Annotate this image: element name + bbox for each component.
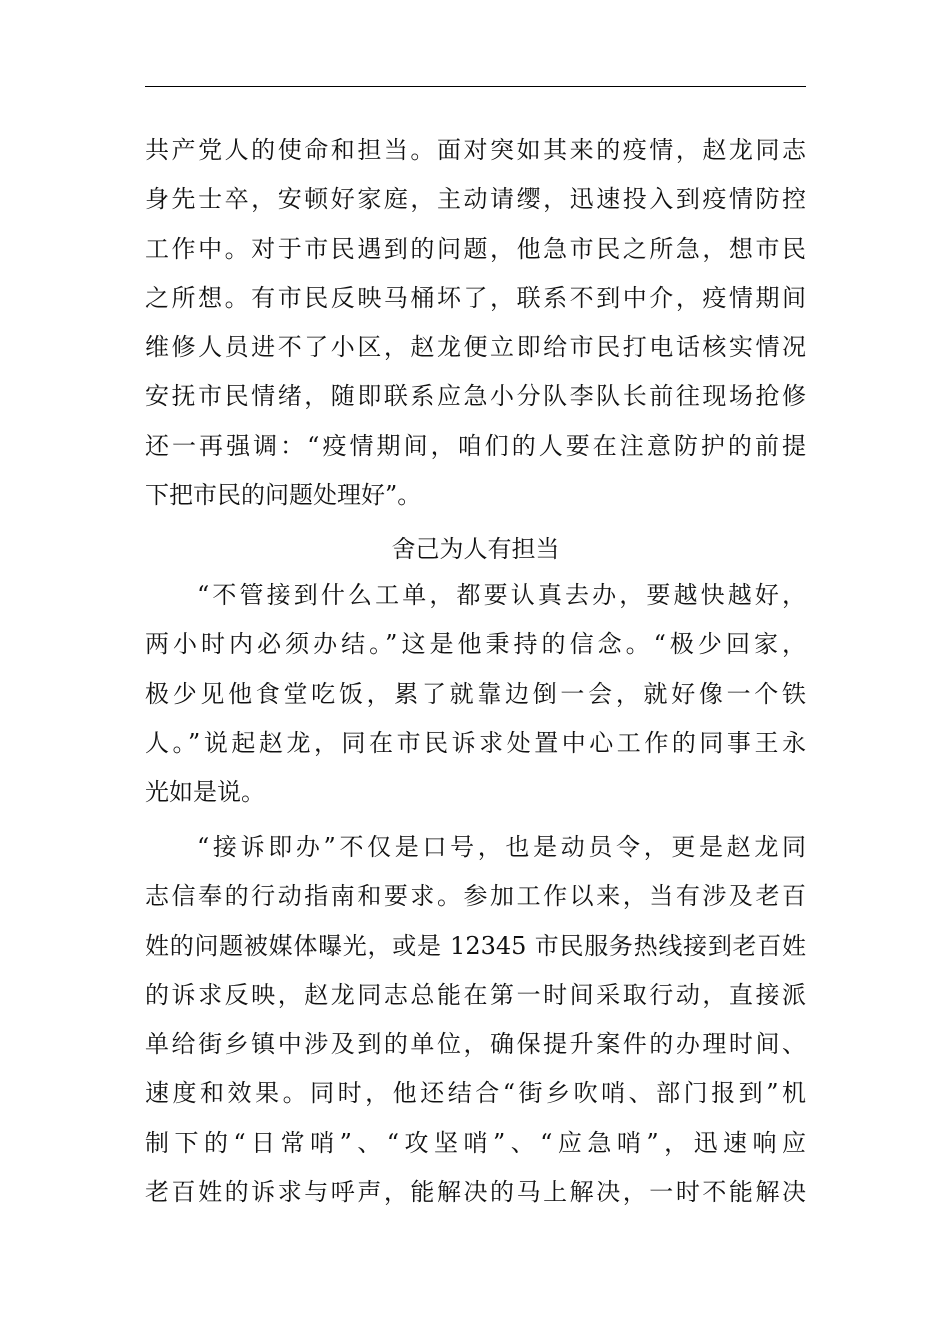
text-line: 工作中。对于市民遇到的问题，他急市民之所急，想市民 bbox=[145, 234, 806, 263]
text-line: 下把市民的问题处理好”。 bbox=[145, 481, 422, 510]
paragraph-1 bbox=[145, 126, 806, 520]
text-line: 老百姓的诉求与呼声，能解决的马上解决，一时不能解决 bbox=[145, 1178, 806, 1207]
text-line: 制下的“日常哨”、“攻坚哨”、“应急哨”，迅速响应 bbox=[145, 1128, 806, 1157]
text-line: 身先士卒，安顿好家庭，主动请缨，迅速投入到疫情防控 bbox=[145, 185, 806, 214]
text-line: 两小时内必须办结。”这是他秉持的信念。“极少回家， bbox=[145, 630, 806, 659]
text-line: 光如是说。 bbox=[145, 778, 265, 807]
text-line: 安抚市民情绪，随即联系应急小分队李队长前往现场抢修 bbox=[145, 382, 806, 411]
text-line: 姓的问题被媒体曝光，或是 12345 市民服务热线接到老百姓 bbox=[145, 931, 806, 960]
text-line: 还一再强调：“疫情期间，咱们的人要在注意防护的前提 bbox=[145, 431, 806, 460]
text-line: 极少见他食堂吃饭，累了就靠边倒一会，就好像一个铁 bbox=[145, 679, 806, 708]
text-line: 单给街乡镇中涉及到的单位，确保提升案件的办理时间、 bbox=[145, 1030, 806, 1059]
text-line: 速度和效果。同时，他还结合“街乡吹哨、部门报到”机 bbox=[145, 1079, 806, 1108]
text-line: 人。”说起赵龙，同在市民诉求处置中心工作的同事王永 bbox=[145, 728, 806, 757]
paragraph-3 bbox=[145, 823, 806, 1217]
text-line: 之所想。有市民反映马桶坏了，联系不到中介，疫情期间 bbox=[145, 283, 806, 312]
header-rule bbox=[145, 86, 806, 87]
text-line: 志信奉的行动指南和要求。参加工作以来，当有涉及老百 bbox=[145, 882, 806, 911]
text-line: “接诉即办”不仅是口号，也是动员令，更是赵龙同 bbox=[197, 833, 806, 861]
text-line: 的诉求反映，赵龙同志总能在第一时间采取行动，直接派 bbox=[145, 980, 806, 1009]
section-heading: 舍己为人有担当 bbox=[391, 535, 560, 563]
text-line: “不管接到什么工单，都要认真去办，要越快越好， bbox=[197, 581, 806, 609]
text-line: 共产党人的使命和担当。面对突如其来的疫情，赵龙同志 bbox=[145, 136, 806, 164]
paragraph-2 bbox=[145, 571, 806, 817]
text-line: 维修人员进不了小区，赵龙便立即给市民打电话核实情况 bbox=[145, 333, 806, 362]
